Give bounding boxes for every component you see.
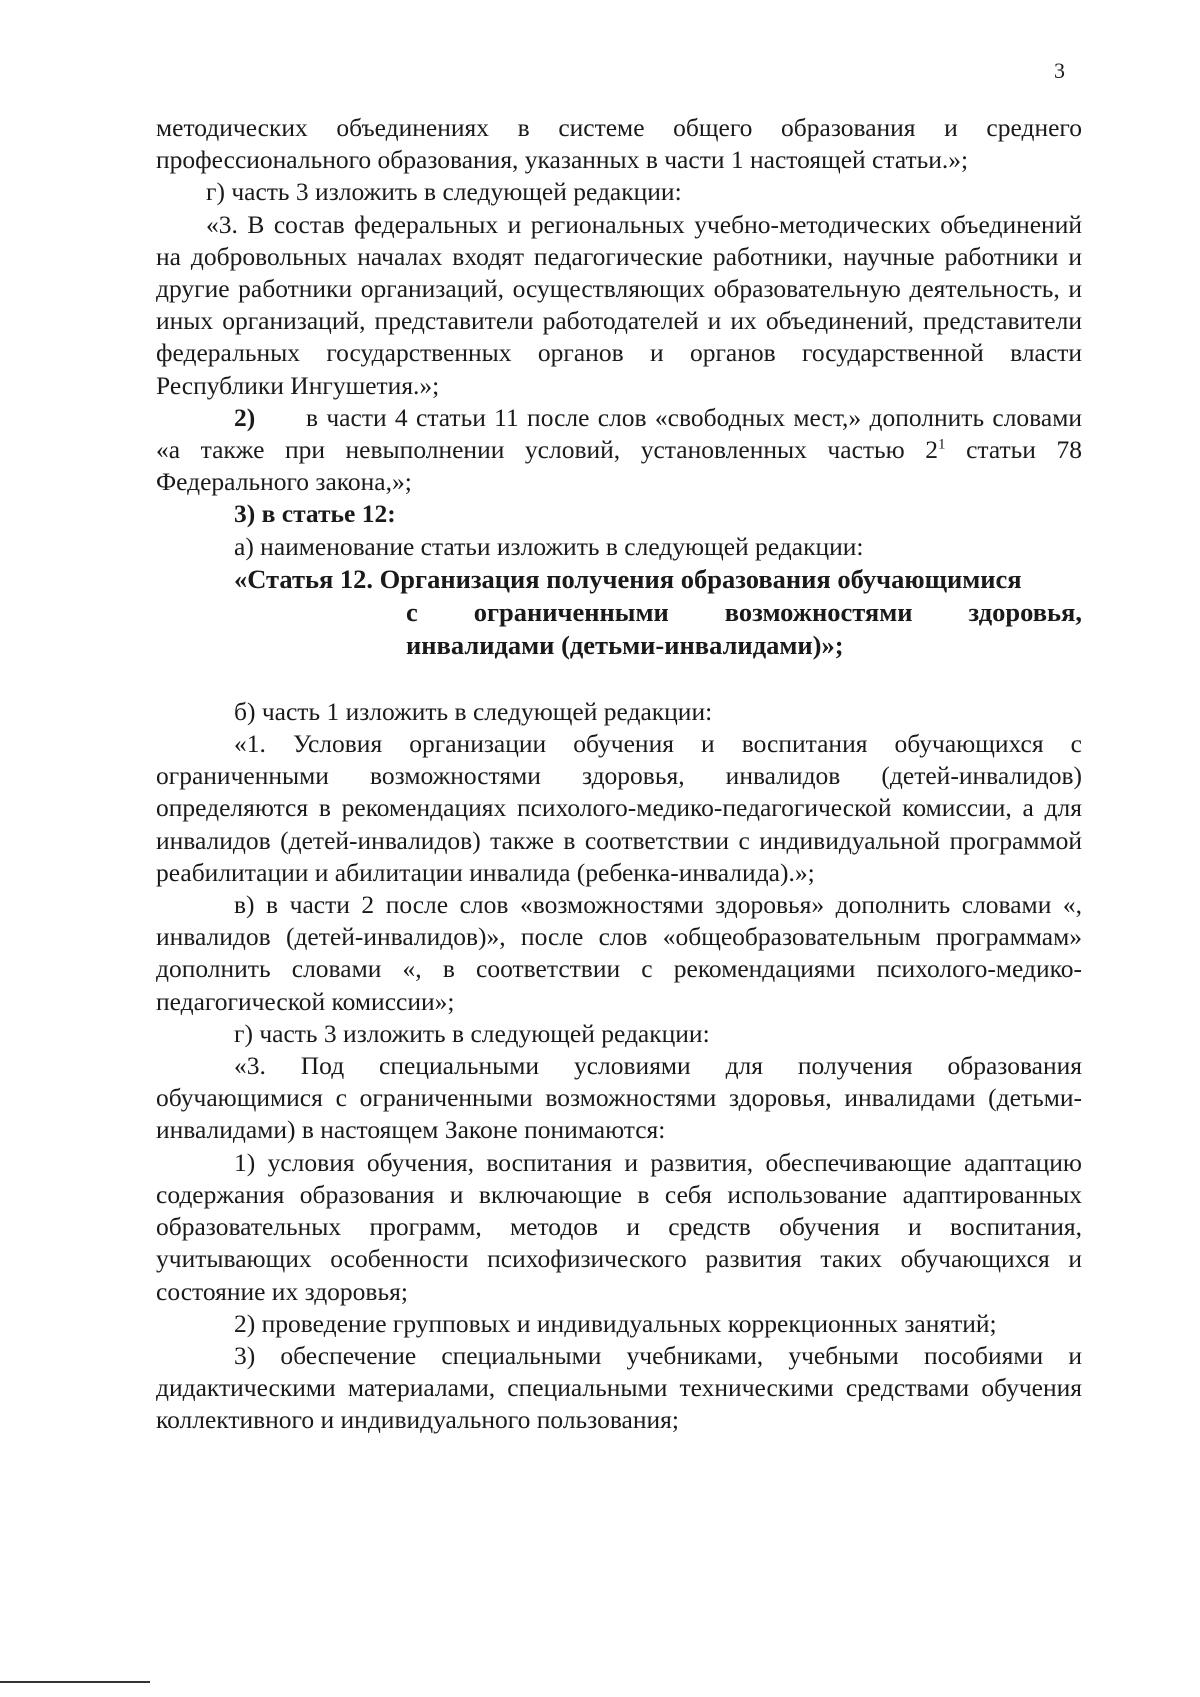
- paragraph-part1-text: «1. Условия организации обучения и воспитания обучающихся с ограниченными возможностями здоровья, инвалидов (детей-инвалидов) определяются в рекомендациях психолого-медико-педагогической комиссии, а для инвалидов (детей-инвалидов) также в соответствии с индивидуальной программой реабилитации и абилитации инвалида (ребенка-инвалида).»;: [156, 729, 1082, 887]
- document-body: [156, 112, 1082, 1437]
- paragraph-amend-part3: г) часть 3 изложить в следующей редакции:: [206, 177, 682, 207]
- paragraph-item-2: [156, 402, 1082, 499]
- paragraph-continuation: методических объединениях в системе общего образования и среднего профессионального образования, указанных в части 1 настоящей статьи.»;: [156, 113, 1082, 175]
- paragraph-item-3a: а) наименование статьи изложить в следующей редакции:: [234, 531, 864, 561]
- list-item-3: 3) обеспечение специальными учебниками, учебными пособиями и дидактическими материалами, специальными техническими средствами обучения коллективного и индивидуального пользования;: [156, 1340, 1082, 1435]
- paragraph-part3-new: «3. Под специальными условиями для получения образования обучающимися с ограниченными возможностями здоровья, инвалидами (детьми-инвалидами) в настоящем Законе понимаются:: [156, 1051, 1082, 1145]
- item-2-text: в части 4 статьи 11 после слов «свободных мест,» дополнить словами «а также при невыполнении условий, установленных частью 2: [156, 402, 1082, 465]
- paragraph-part3-text: «3. В состав федеральных и региональных учебно-методических объединений на добровольных началах входят педагогические работники, научные работники и другие работники организаций, осуществляющих образовательную деятельность, и иных организаций, представители работодателей и их объединений, представители федеральных государственных органов и органов государственной власти Республики Ингушетия.»;: [156, 209, 1082, 400]
- page-number: 3: [1054, 58, 1065, 83]
- item-2-tail: статьи 78 Федерального закона,»;: [156, 435, 1082, 497]
- paragraph-item-3g: г) часть 3 изложить в следующей редакции:: [234, 1018, 710, 1048]
- scan-edge-line: [0, 1681, 150, 1683]
- item-2-superscript: 1: [938, 436, 946, 453]
- list-item-2: 2) проведение групповых и индивидуальных коррекционных занятий;: [234, 1308, 997, 1338]
- paragraph-item-3b: б) часть 1 изложить в следующей редакции:: [234, 696, 713, 726]
- spacer: [156, 662, 1082, 696]
- list-item-1: 1) условия обучения, воспитания и развития, обеспечивающие адаптацию содержания образования и включающие в себя использование адаптированных образовательных программ, методов и средств обучения и воспитания, учитывающих особенности психофизического развития таких обучающихся и состояние их здоровья;: [156, 1147, 1082, 1306]
- article-title-rest: с ограниченными возможностями здоровья, инвалидами (детьми-инвалидами)»;: [406, 596, 1082, 660]
- article-title-line1: «Статья 12. Организация получения образования обучающимися: [234, 563, 1022, 594]
- item-2-number: 2): [234, 402, 256, 432]
- paragraph-item-3v: в) в части 2 после слов «возможностями здоровья» дополнить словами «, инвалидов (детей-инвалидов)», после слов «общеобразовательным программам» дополнить словами «, в соответствии с рекомендациями психолого-медико-педагогической комиссии»;: [156, 890, 1082, 1016]
- paragraph-item-3: 3) в статье 12:: [234, 499, 396, 529]
